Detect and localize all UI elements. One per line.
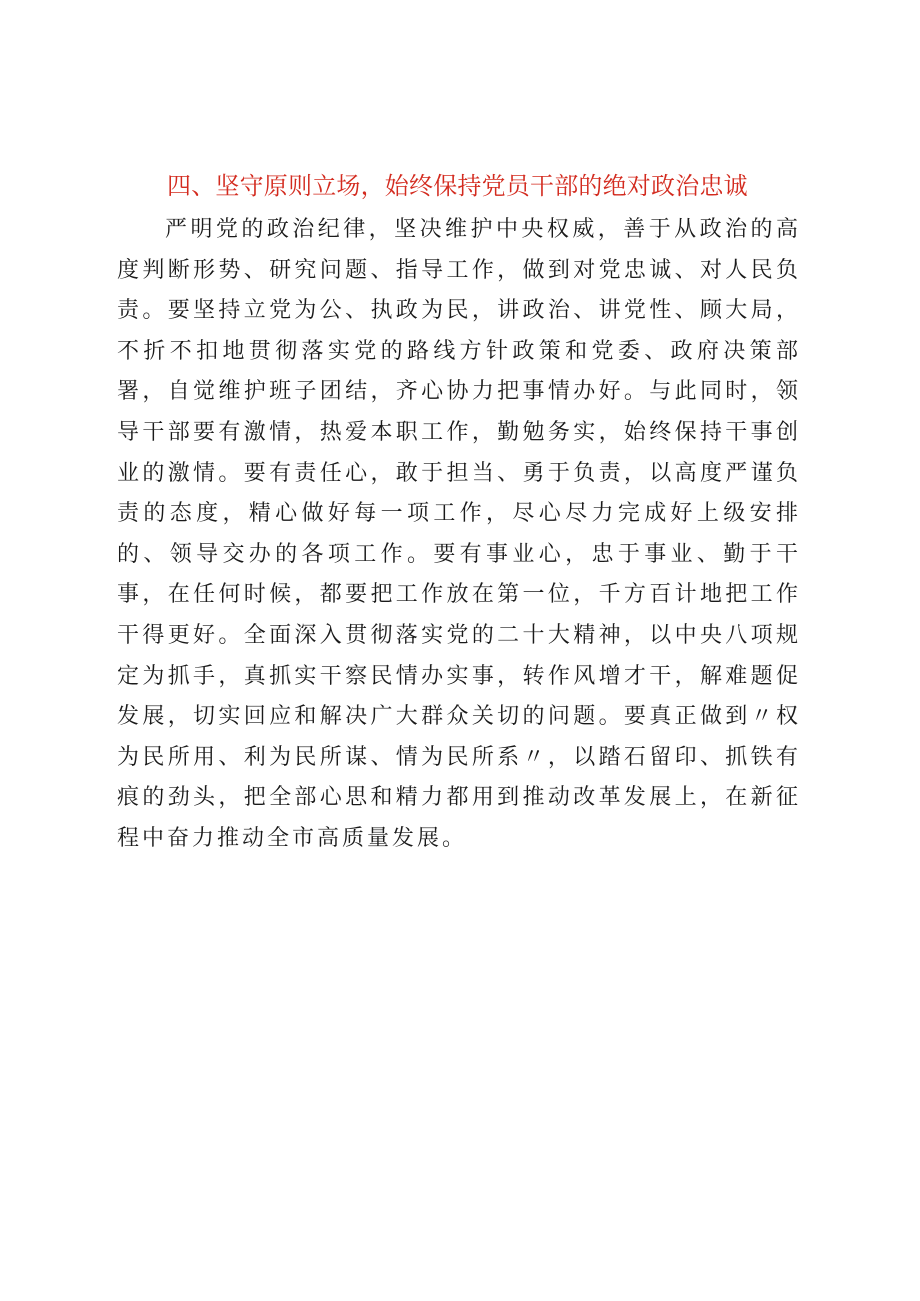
section-heading: 四、坚守原则立场，始终保持党员干部的绝对政治忠诚 <box>167 172 748 200</box>
body-paragraph: 严明党的政治纪律，坚决维护中央权威，善于从政治的高度判断形势、研究问题、指导工作，做到对党忠诚、对人民负责。要坚持立党为公、执政为民，讲政治、讲党性、顾大局，不折不扣地贯彻落实党的路线方针政策和党委、政府决策部署，自觉维护班子团结，齐心协力把事情办好。与此同时，领导干部要有激情，热爱本职工作，勤勉务实，始终保持干事创业的激情。要有责任心，敢于担当、勇于负责，以高度严谨负责的态度，精心做好每一项工作，尽心尽力完成好上级安排的、领导交办的各项工作。要有事业心，忠于事业、勤于干事，在任何时候，都要把工作放在第一位，千方百计地把工作干得更好。全面深入贯彻落实党的二十大精神，以中央八项规定为抓手，真抓实干察民情办实事，转作风增才干，解难题促发展，切实回应和解决广大群众关切的问题。要真正做到〃权为民所用、利为民所谋、情为民所系〃，以踏石留印、抓铁有痕的劲头，把全部心思和精力都用到推动改革发展上，在新征程中奋力推动全市高质量发展。 <box>117 217 801 851</box>
